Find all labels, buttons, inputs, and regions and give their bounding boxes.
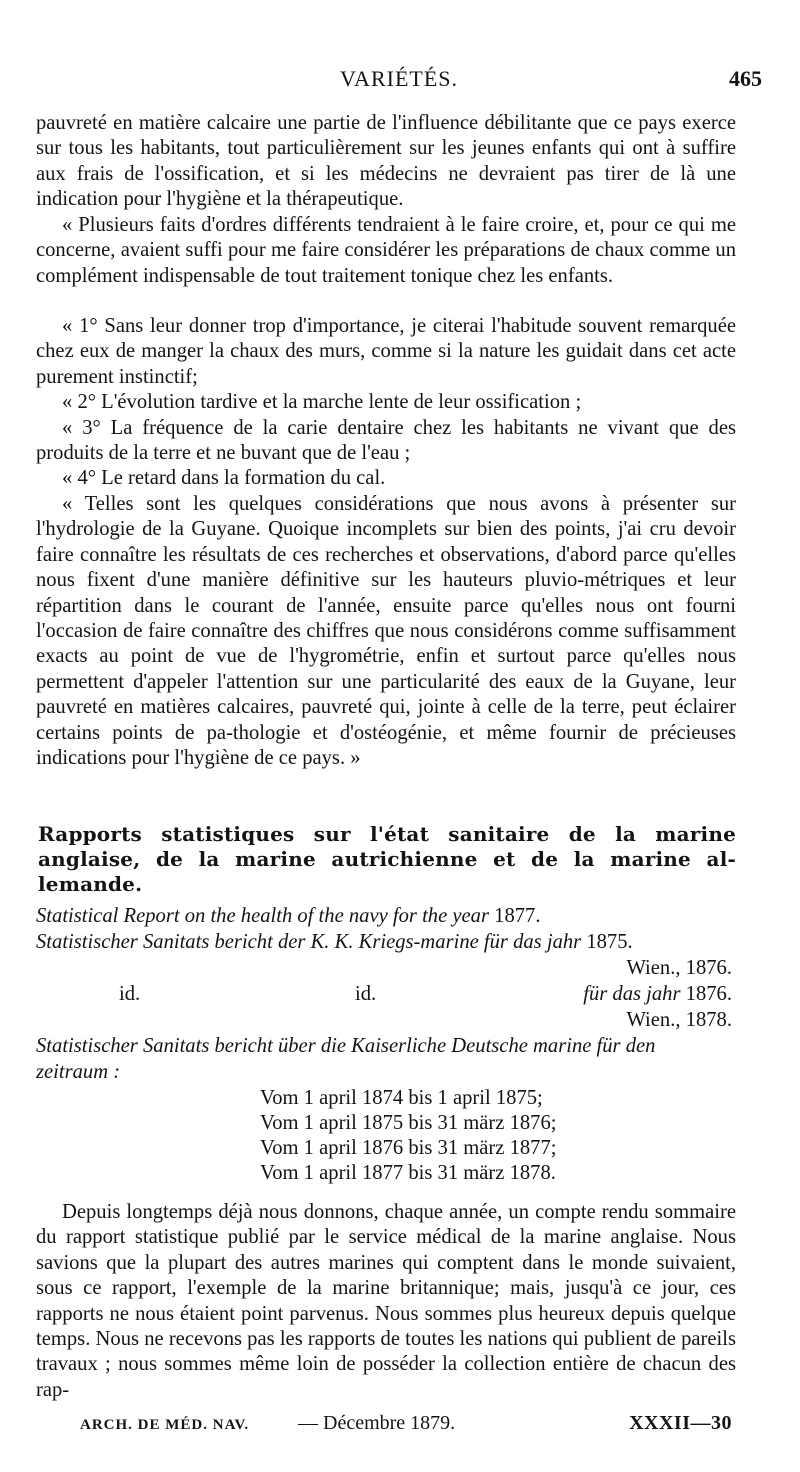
running-title: VARIÉTÉS. [340, 66, 458, 91]
period-3: Vom 1 april 1876 bis 31 märz 1877; [260, 1137, 557, 1159]
footer-volume: XXXII—30 [629, 1412, 732, 1434]
footer-journal [80, 1412, 249, 1435]
reference-2-year: 1875. [586, 931, 633, 953]
reference-3-title: für das jahr [583, 983, 681, 1005]
reference-2-title: Statistischer Sanitats bericht der K. K. Kriegs-marine für das jahr [36, 931, 582, 953]
paragraph-1: pauvreté en matière calcaire une partie de l'influence débilitante que ce pays exerce sur tous les habitants, tout particulièrement sur les jeunes enfants qui ont à suffire aux frais de l'ossification, et si les médecins ne devraient pas tirer de là une indication pour l'hygiène et la thérapeutique. [36, 112, 736, 211]
footer-journal-name: ARCH. DE MÉD. NAV. [80, 1417, 250, 1433]
reference-4-line-1: Statistischer Sanitats bericht über die Kaiserliche Deutsche marine für den [36, 1035, 656, 1057]
page-header [36, 66, 762, 96]
page-footer [80, 1412, 732, 1438]
reference-3-year: 1876. [685, 983, 732, 1005]
period-1: Vom 1 april 1874 bis 1 april 1875; [260, 1087, 543, 1109]
paragraph-item-3: « 3° La fréquence de la carie dentaire chez les habitants ne vivant que des produits de la terre et ne buvant que de l'eau ; [36, 417, 736, 465]
paragraph-item-1: « 1° Sans leur donner trop d'importance, je citerai l'habitude souvent remarquée chez eux de manger la chaux des murs, comme si la nature les guidait dans cet acte purement instinctif; [36, 315, 736, 388]
reference-2 [36, 930, 633, 955]
section-heading: Rapports statistiques sur l'état sanitaire de la marine anglaise, de la marine autrichienne et de la marine al-lemande. [38, 822, 736, 896]
reference-3-id-a: id. [119, 983, 141, 1005]
closing-paragraph: Depuis longtemps déjà nous donnons, chaque année, un compte rendu sommaire du rapport statistique publié par le service médical de la marine anglaise. Nous savions que la plupart des autres marines qui comptent dans le monde suivaient, sous ce rapport, l'exemple de la marine britannique; mais, jusqu'à ce jour, ces rapports ne nous étaient point parvenus. Nous sommes plus heureux depuis quelque temps. Nous ne recevons pas les rapports de toutes les nations qui publient de pareils travaux ; nous sommes même loin de posséder la collection entière de chacun des rap- [36, 1201, 736, 1401]
reference-1-year: 1877. [494, 905, 541, 927]
reference-2-place: Wien., 1876. [626, 957, 732, 979]
reference-3-place: Wien., 1878. [626, 1009, 732, 1031]
reference-3 [583, 982, 732, 1007]
reference-1-title: Statistical Report on the health of the navy for the year [36, 905, 489, 927]
reference-3-id-b: id. [355, 983, 377, 1005]
period-2: Vom 1 april 1875 bis 31 märz 1876; [260, 1112, 557, 1134]
period-4: Vom 1 april 1877 bis 31 märz 1878. [260, 1162, 556, 1184]
paragraph-conclusion: « Telles sont les quelques considérations que nous avons à présenter sur l'hydrologie de la Guyane. Quoique incomplets sur bien des points, j'ai cru devoir faire connaître les résultats de ces recherches et observations, d'abord parce qu'elles nous fixent d'une manière définitive sur les hauteurs pluvio-métriques et leur répartition dans le courant de l'année, ensuite parce qu'elles nous ont fourni l'occasion de faire connaître des chiffres que nous considérons comme suffisamment exacts au point de vue de l'hygrométrie, enfin et surtout parce qu'elles nous permettent d'appeler l'attention sur une particularité des eaux de la Guyane, leur pauvreté en matières calcaires, pauvreté qui, jointe à celle de la terre, peut éclairer certains points de pa-thologie et d'ostéogénie, et même fournir de précieuses indications pour l'hygiène de ce pays. » [36, 493, 736, 770]
paragraph-item-4: « 4° Le retard dans la formation du cal. [62, 467, 386, 489]
reference-1 [36, 904, 540, 929]
footer-date: — Décembre 1879. [298, 1412, 456, 1434]
page-number: 465 [729, 66, 762, 91]
paragraph-2: « Plusieurs faits d'ordres différents tendraient à le faire croire, et, pour ce qui me concerne, avaient suffi pour me faire considérer les préparations de chaux comme un complément indispensable de tout traitement tonique chez les enfants. [36, 214, 736, 287]
reference-4-line-2: zeitraum : [36, 1061, 121, 1083]
paragraph-item-2: « 2° L'évolution tardive et la marche lente de leur ossification ; [62, 391, 582, 413]
